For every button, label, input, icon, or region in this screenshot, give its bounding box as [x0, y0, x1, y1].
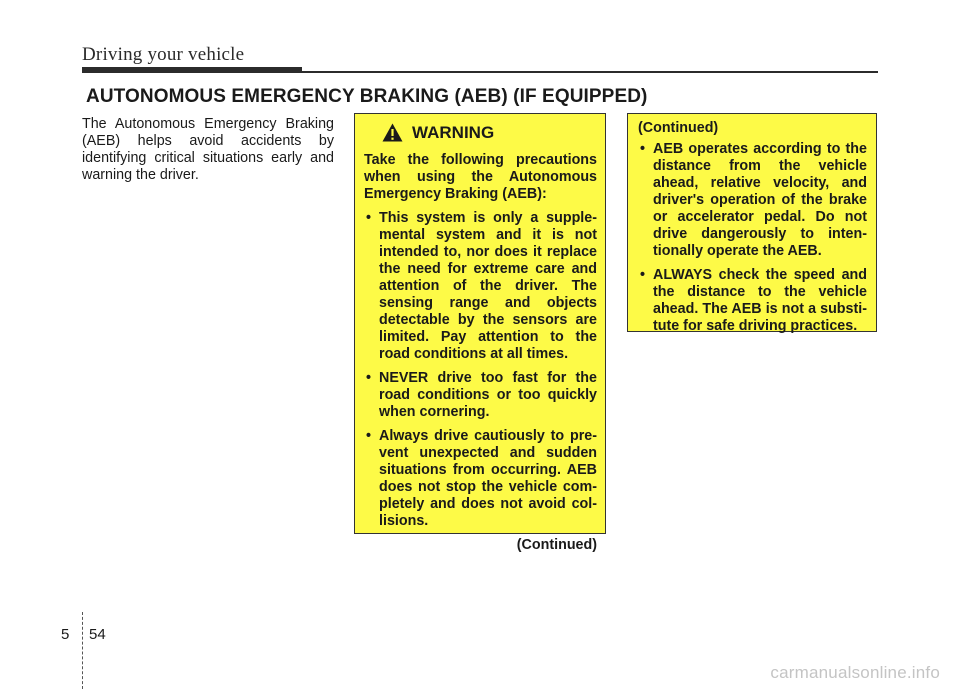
page-title: AUTONOMOUS EMERGENCY BRAKING (AEB) (IF EQUIPPED): [86, 86, 648, 107]
warning-bullet: [364, 428, 597, 530]
footer-divider: [82, 612, 83, 689]
warning-bullet-text: NEVER drive too fast for the road conditions or too quickly when cornering.: [379, 370, 597, 420]
warning-triangle-icon: [382, 123, 403, 142]
page-number: 54: [89, 626, 106, 643]
warning-list: [638, 141, 867, 335]
warning-heading: [382, 123, 597, 142]
warning-list: [364, 210, 597, 530]
continued-label: (Continued): [516, 537, 597, 553]
header-rule-thin: [302, 71, 878, 73]
warning-bullet: [364, 370, 597, 421]
bullet-icon: •: [366, 428, 372, 444]
bullet-icon: •: [366, 210, 372, 226]
header-rule-thick: [82, 67, 302, 73]
bullet-icon: •: [640, 267, 646, 283]
warning-bullet: [638, 141, 867, 260]
chapter-number: 5: [61, 626, 70, 643]
warning-title: WARNING: [412, 123, 495, 142]
warning-bullet: [364, 210, 597, 363]
continued-label: (Continued): [638, 120, 719, 136]
warning-bullet-text: ALWAYS check the speed and the distance to the vehicle ahead. The AEB is not a substi-tute for safe driving practices.: [653, 267, 867, 334]
warning-bullet-text: AEB operates according to the distance from the vehicle ahead, relative velocity, and driver's operation of the brake or accelerator pedal. Do not drive dangerously to inten-tionally operate the AEB.: [653, 141, 867, 259]
warning-bullet: [638, 267, 867, 335]
bullet-icon: •: [640, 141, 646, 157]
intro-paragraph: The Autonomous Emergency Braking (AEB) helps avoid accidents by identifying critical situations early and warning the driver.: [82, 116, 334, 183]
warning-bullet-text: This system is only a supple-mental system and it is not intended to, nor does it replace the need for extreme care and attention of the driver. The sensing range and objects detectable by the sensors are limited. Pay attention to the road conditions at all times.: [379, 210, 597, 362]
section-header: Driving your vehicle: [82, 44, 245, 65]
warning-continued-box: [627, 113, 877, 332]
bullet-icon: •: [366, 370, 372, 386]
warning-box: [354, 113, 606, 553]
watermark: carmanualsonline.info: [770, 663, 940, 682]
warning-bullet-text: Always drive cautiously to pre-vent unexpected and sudden situations from occurring. AEB does not stop the vehicle com-pletely and does not avoid col-lisions.: [379, 428, 597, 529]
warning-lead: Take the following precautions when using the Autonomous Emergency Braking (AEB):: [364, 152, 597, 202]
